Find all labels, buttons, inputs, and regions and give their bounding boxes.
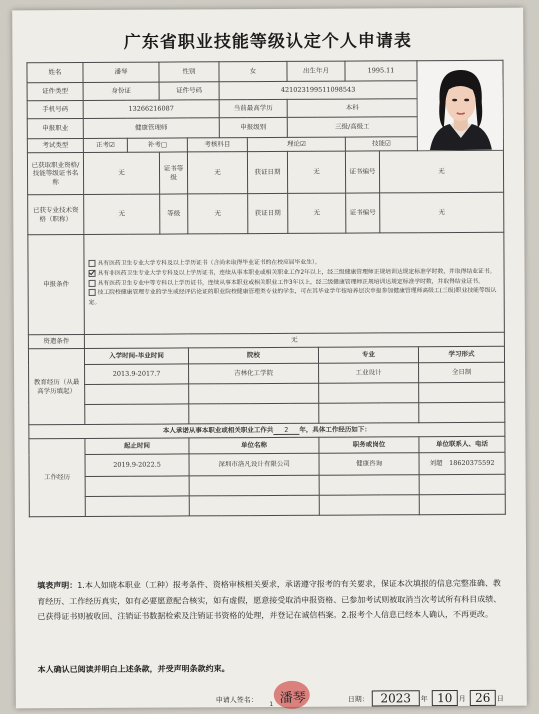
work-header-contact: 单位联系人、电话 [419,436,505,452]
title-cert-no: 无 [380,192,504,233]
existing-cert-name: 无 [83,152,159,194]
condition-item: 具有医药卫生专业大学专科及以上学历证书（含尚未取得毕业证书的在校应届毕业生）。 [88,258,499,270]
table-row: 2013.9-2017.7 吉林化工学院 工业设计 全日制 [29,362,505,384]
work-header-time: 起止时间 [85,438,189,455]
id-number-label: 证件号码 [159,82,219,100]
table-row: 2019.9-2022.5 深圳市洛凡设计有限公司 健康咨询 刘超 18620375592 [29,452,505,476]
table-row [29,474,505,496]
work-years: 2 [273,426,299,435]
page-number: 1 [269,700,274,709]
subject-theory-option: 理论☑ [247,137,345,152]
table-row [29,382,505,404]
birth-value: 1995.11 [345,61,417,81]
phone-label: 手机号码 [27,100,83,118]
resources-value: 无 [84,332,504,348]
work-promise: 本人承诺从事本职业或相关职业工作共 2 年，具体工作经历如下： [29,422,505,438]
checkbox-icon[interactable] [89,289,96,296]
birth-label: 出生年月 [287,61,345,81]
education-level-value: 本科 [287,99,417,118]
resources-label: 资遣条件 [28,334,84,348]
education-label: 教育经历（从最高学历填起） [28,348,84,424]
condition-item: 技工院校健康管理专业的学生或经评估论证的职业院校健康管理类专业的学生，可在其毕业学年按培养层次申报参加健康管理师高级工(三级)职业技能等级认定。 [88,288,497,307]
conditions-list [84,232,505,334]
name-label: 姓名 [27,62,83,82]
condition-item: 具有非医药卫生专业大学专科及以上学历证书，连续从事本职业或相关职业工作2年以上，经三级健康管理师正规培训达规定标准学时数，并取得结业证书。 [89,268,500,280]
id-photo [417,60,503,150]
phone-value: 13266216087 [83,100,219,119]
sign-day: 26 [470,690,496,706]
title-cert-level-label: 等级 [160,194,188,234]
exam-subject-label: 考核科目 [187,138,247,152]
title-cert-label: 已获专业技术资格（职称） [28,194,84,234]
edu-header-major: 专业 [318,347,418,364]
title-cert-no-label: 证书编号 [346,193,380,233]
condition-item: 具有医药卫生专业中等专科以上学历证书，连续从事本职业或相关职业工作3年以上，经三级健康管理师正规培训达规定标准学时数，并取得结业证书。 [89,277,500,289]
checkbox-icon[interactable] [88,260,95,267]
title-cert-date-label: 获证日期 [248,193,288,233]
gender-value: 女 [219,61,287,81]
edu-header-school: 院校 [188,347,318,364]
existing-cert-date: 无 [287,151,345,193]
table-row [29,402,505,424]
subject-skill-option: 技能☑ [345,137,417,151]
id-number-value: 421023199511098543 [219,81,417,100]
sign-month: 10 [432,690,458,706]
gender-label: 性别 [159,62,219,82]
table-row [29,494,505,516]
conditions-label: 申报条件 [28,234,85,334]
title-cert-level: 无 [188,194,248,234]
job-label: 申报职业 [27,118,83,138]
work-header-position: 职务或岗位 [319,437,419,454]
job-value: 健康管理师 [83,118,219,139]
confirmation-text: 本人确认已阅读并明白上述条款，并受声明条款约束。 [37,664,230,675]
edu-header-time: 入学时间-毕业时间 [84,348,188,365]
checkbox-icon[interactable] [89,279,96,286]
exam-normal-option: 正考☑ [83,138,127,152]
date-label: 日期： [347,695,369,704]
application-table [26,60,505,517]
existing-cert-level: 无 [187,152,247,194]
id-type-value: 身份证 [83,82,159,100]
exam-type-label: 考试类型 [27,138,83,152]
work-header-company: 单位名称 [189,437,319,454]
signature-label: 申请人签名： [215,696,258,705]
signature-row: 申请人签名： 潘琴 日期： 2023 年 10 月 26 日 [216,688,516,714]
existing-cert-date-label: 获证日期 [247,151,287,193]
level-value: 三级/高级工 [287,117,417,138]
declaration: 填表声明：1.本人如晓本职业（工种）报考条件、资格审核相关要求，承诺遵守报考的有关要求，保证本次填报的信息完整准确、教育经历、工作经历真实，如有必要愿意配合核实，如有虚假，愿意接受取消申报资格、已参加考试则被取消当次考试所有科目成绩、已获得证书则被收回、注销证书数据检索及注销证书资格的处理，并登记在诚信档案。2.报考个人信息已经本人确认，不再更改。 [37,578,502,622]
application-form-page [12,8,527,709]
title-cert-name: 无 [84,194,160,234]
title-cert-date: 无 [288,193,346,233]
form-title: 广东省职业技能等级认定个人申请表 [123,31,412,53]
sign-year: 2023 [372,690,420,706]
name-value: 潘琴 [83,62,159,82]
existing-cert-no-label: 证书编号 [345,151,379,193]
portrait-image [417,61,502,149]
existing-cert-level-label: 证书等级 [159,152,187,194]
edu-header-mode: 学习形式 [418,346,504,362]
work-label: 工作经历 [29,438,85,516]
checked-checkbox-icon[interactable] [89,270,96,277]
id-type-label: 证件类型 [27,82,83,100]
existing-cert-label: 已获取职业资格/技能等级证书名称 [27,152,83,194]
exam-makeup-option: 补考□ [127,138,187,152]
existing-cert-no: 无 [379,150,503,193]
level-label: 申报级别 [219,117,287,137]
education-level-label: 当前最高学历 [219,99,287,117]
signature: 潘琴 [279,690,306,706]
